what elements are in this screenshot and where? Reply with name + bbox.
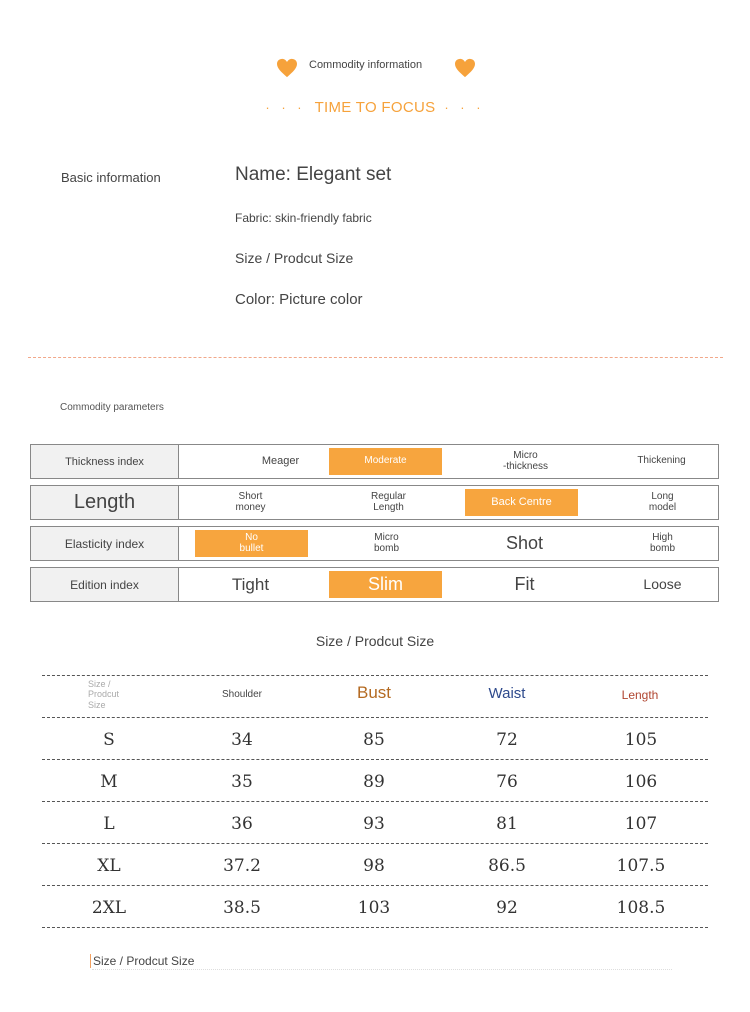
cell-size: 2XL (91, 898, 127, 918)
table-divider (42, 675, 708, 676)
param-row-edition (30, 567, 719, 602)
footer-divider (92, 969, 672, 970)
cell-shoulder: 36 (231, 814, 253, 834)
focus-text: TIME TO FOCUS (314, 99, 436, 116)
table-divider (42, 927, 708, 928)
cell-length: 107 (624, 814, 658, 834)
param-option: High bomb (649, 532, 675, 554)
param-option: Regular Length (370, 491, 407, 513)
basic-info-label: Basic information (61, 170, 161, 185)
dots-left: · · · (265, 100, 306, 115)
cell-waist: 86.5 (488, 856, 526, 876)
param-option: Short money (235, 491, 266, 513)
table-divider (42, 843, 708, 844)
cell-bust: 98 (363, 856, 385, 876)
cell-waist: 92 (496, 898, 518, 918)
cell-length: 107.5 (616, 856, 666, 876)
cell-shoulder: 34 (231, 730, 253, 750)
cell-size: L (103, 814, 115, 834)
cell-waist: 72 (496, 730, 518, 750)
param-option-selected: No bullet (195, 530, 308, 557)
size-table-title: Size / Prodcut Size (315, 633, 435, 649)
product-color: Color: Picture color (235, 291, 363, 308)
param-label: Elasticity index (31, 527, 179, 560)
cell-shoulder: 37.2 (223, 856, 261, 876)
param-option: Micro bomb (373, 532, 399, 554)
param-option: Long model (648, 491, 677, 513)
cell-length: 105 (624, 730, 658, 750)
tagline (0, 99, 750, 116)
product-name: Name: Elegant set (235, 164, 392, 185)
header-length: Length (621, 688, 659, 702)
params-label: Commodity parameters (60, 402, 164, 413)
param-row-length (30, 485, 719, 520)
cell-bust: 103 (357, 898, 391, 918)
cell-length: 108.5 (616, 898, 666, 918)
product-size: Size / Prodcut Size (235, 250, 354, 266)
cell-waist: 76 (496, 772, 518, 792)
param-option-selected: Slim (329, 571, 442, 598)
cell-bust: 89 (363, 772, 385, 792)
param-option: Thickening (637, 455, 686, 467)
cell-shoulder: 35 (231, 772, 253, 792)
dots-right: · · · (444, 100, 485, 115)
param-row-thickness (30, 444, 719, 479)
param-option: Fit (514, 574, 535, 595)
header-waist: Waist (488, 685, 526, 702)
cell-size: XL (97, 856, 121, 876)
cell-bust: 85 (363, 730, 385, 750)
cell-bust: 93 (363, 814, 385, 834)
header-bust: Bust (356, 683, 392, 702)
param-option: Micro -thickness (502, 450, 548, 472)
param-option: Shot (505, 533, 544, 554)
param-label: Length (31, 486, 179, 519)
param-option: Tight (231, 574, 270, 594)
param-label: Edition index (31, 568, 179, 601)
cell-size: M (100, 772, 118, 792)
param-option: Meager (261, 454, 300, 467)
param-option-selected: Moderate (329, 448, 442, 475)
table-divider (42, 801, 708, 802)
param-label: Thickness index (31, 445, 179, 478)
product-fabric: Fabric: skin-friendly fabric (235, 211, 372, 225)
heart-icon (276, 58, 298, 78)
param-option: Loose (643, 576, 682, 593)
footer-label: Size / Prodcut Size (90, 954, 194, 968)
table-divider (42, 717, 708, 718)
cell-size: S (103, 730, 115, 750)
cell-length: 106 (624, 772, 658, 792)
param-row-elasticity (30, 526, 719, 561)
section-divider (28, 357, 723, 358)
cell-waist: 81 (496, 814, 518, 834)
section-title: Commodity information (309, 59, 423, 71)
heart-icon (454, 58, 476, 78)
table-divider (42, 885, 708, 886)
cell-shoulder: 38.5 (223, 898, 261, 918)
header-shoulder: Shoulder (221, 689, 263, 700)
header-size: Size / Prodcut Size (88, 679, 120, 710)
table-divider (42, 759, 708, 760)
param-option-selected: Back Centre (465, 489, 578, 516)
